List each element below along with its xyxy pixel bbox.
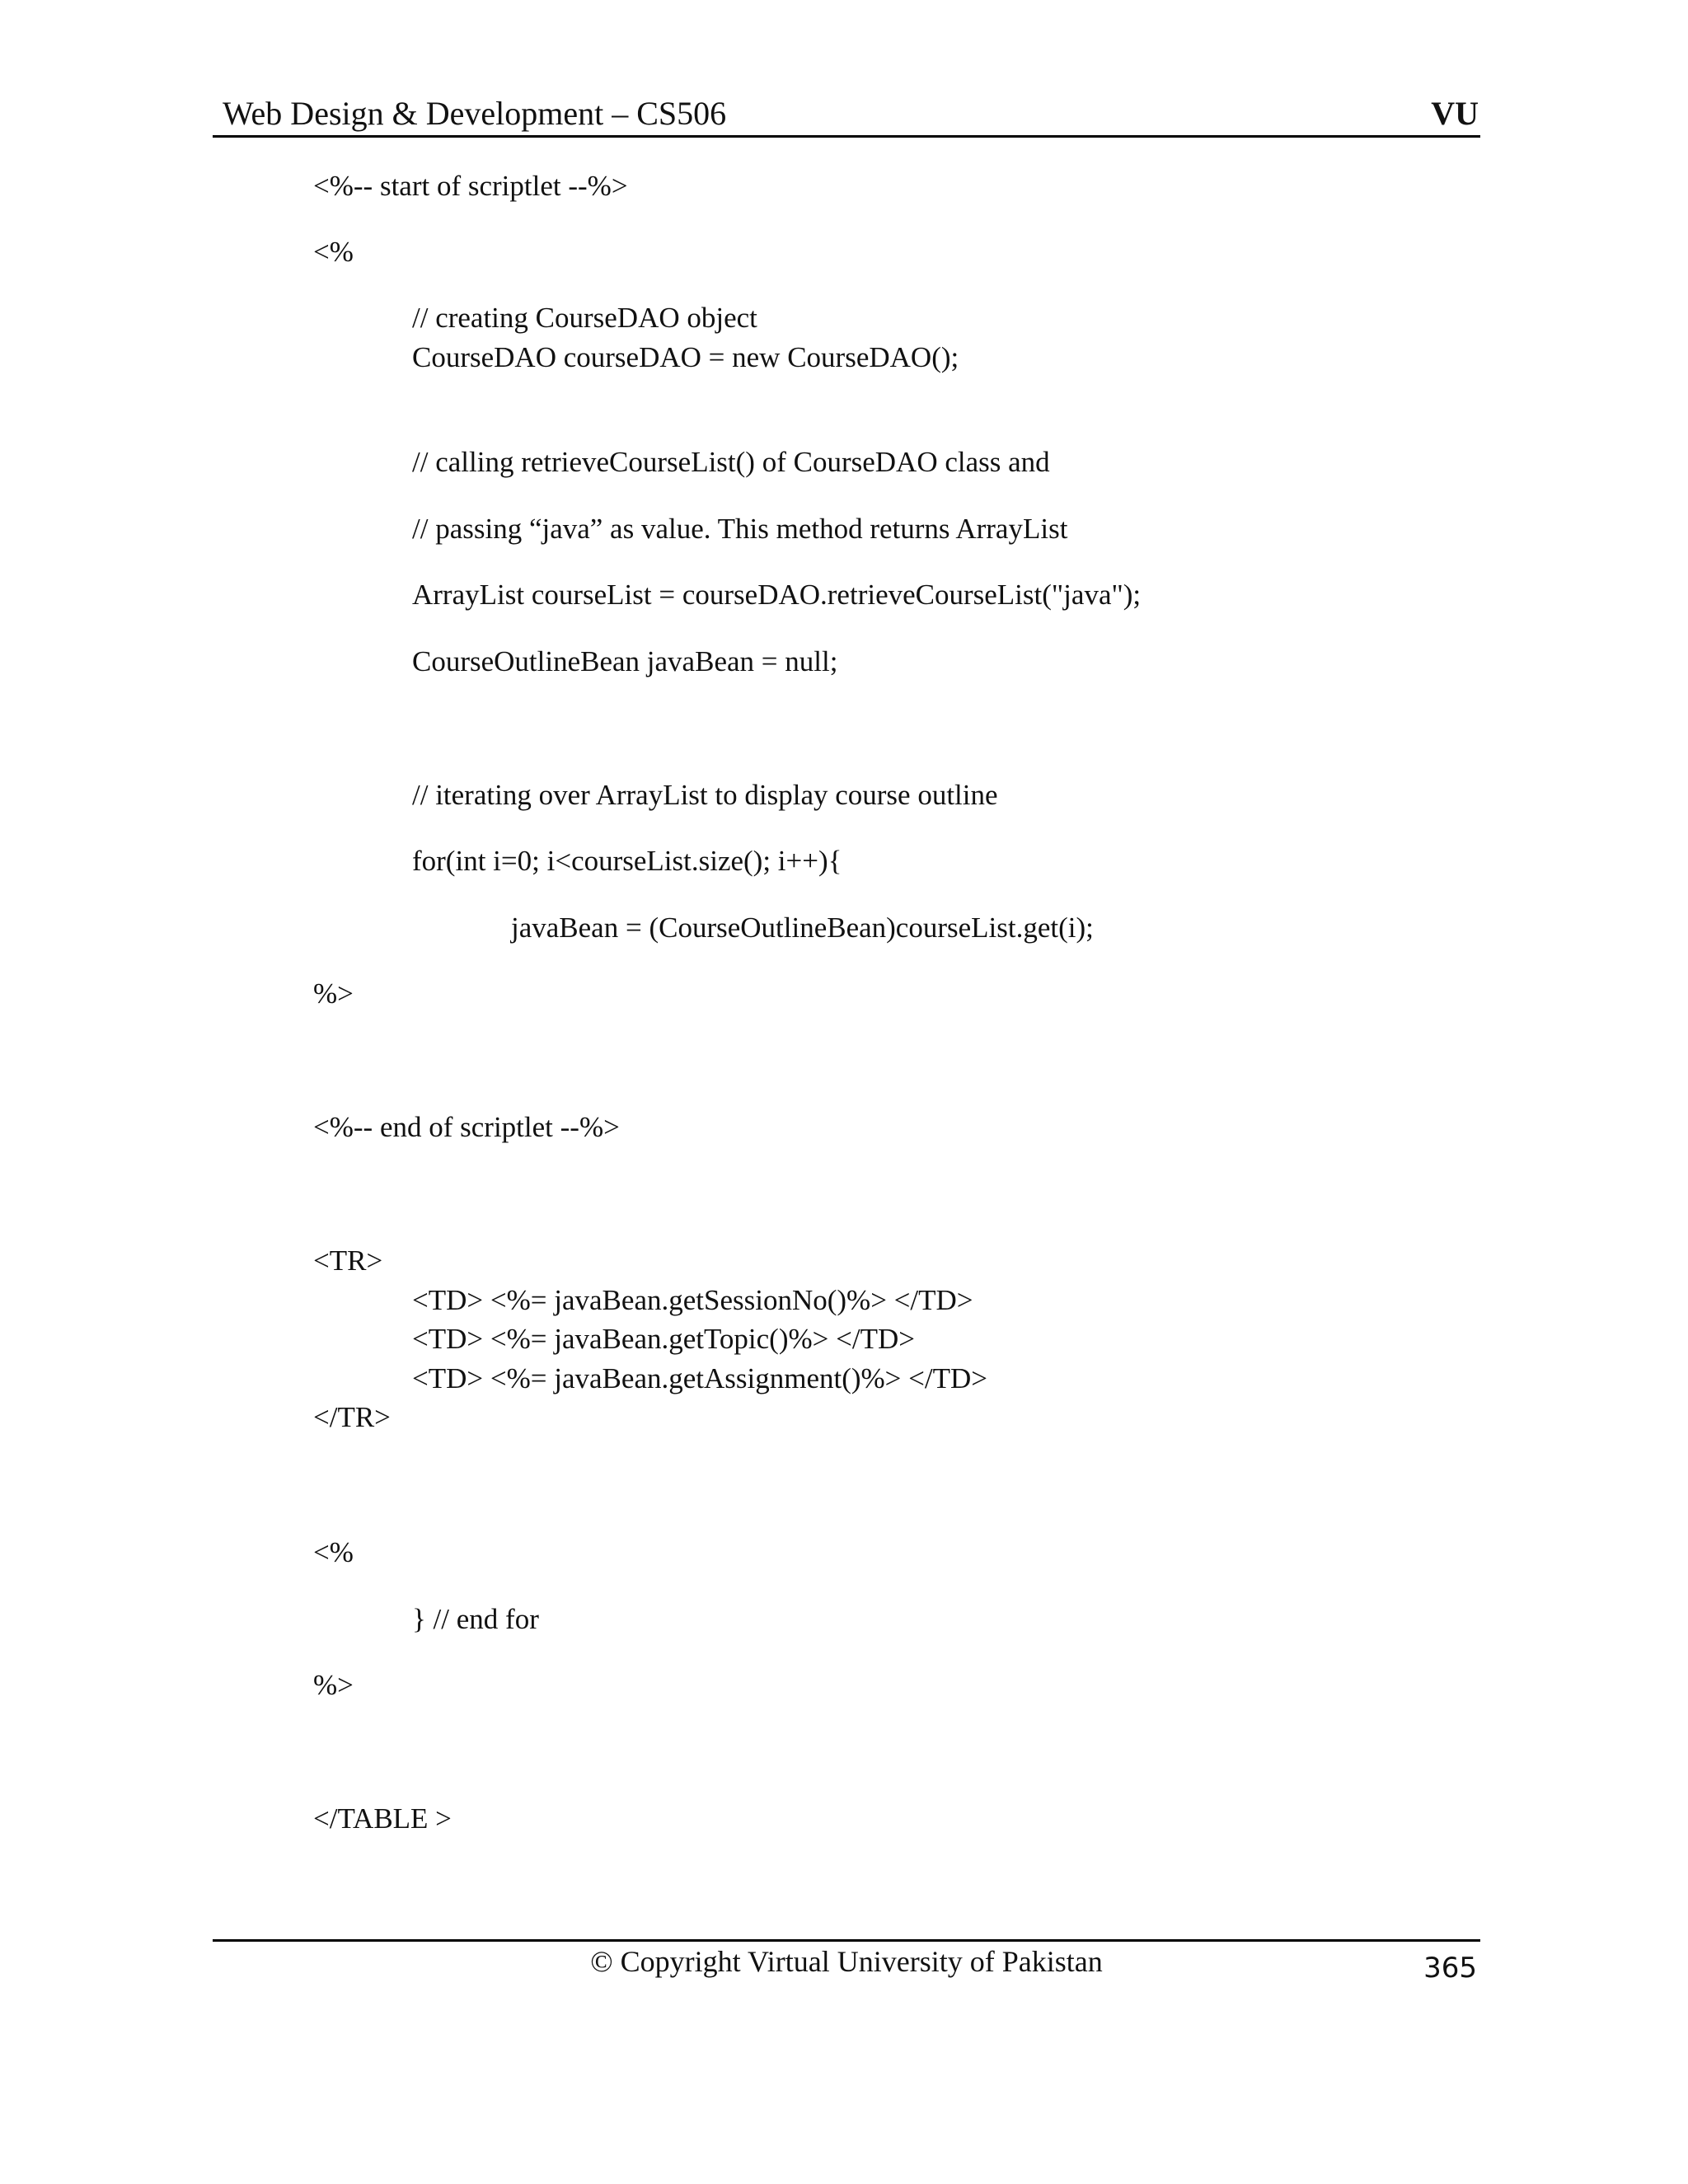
code-line: CourseOutlineBean javaBean = null; — [412, 645, 838, 677]
institution-logo: VU — [1431, 95, 1479, 132]
code-line: <TD> <%= javaBean.getSessionNo()%> </TD> — [412, 1284, 973, 1316]
code-line: for(int i=0; i<courseList.size(); i++){ — [412, 845, 842, 877]
code-line: // creating CourseDAO object — [412, 302, 757, 334]
copyright-notice: © Copyright Virtual University of Pakistan — [590, 1945, 1103, 1978]
code-line: // passing “java” as value. This method returns ArrayList — [412, 513, 1068, 545]
code-line: %> — [313, 1669, 354, 1701]
code-line: // iterating over ArrayList to display course outline — [412, 779, 998, 811]
code-line: // calling retrieveCourseList() of CourseDAO class and — [412, 446, 1050, 478]
code-line: } // end for — [412, 1603, 539, 1635]
code-line: <TD> <%= javaBean.getAssignment()%> </TD> — [412, 1362, 988, 1394]
code-line: javaBean = (CourseOutlineBean)courseList.get(i); — [511, 912, 1094, 944]
code-line: <%-- start of scriptlet --%> — [313, 170, 628, 202]
code-line: </TABLE > — [313, 1802, 452, 1835]
code-line: ArrayList courseList = courseDAO.retrieveCourseList("java"); — [412, 579, 1142, 611]
code-line: <% — [313, 236, 354, 268]
page-number: 365 — [1423, 1952, 1477, 1985]
code-line: <%-- end of scriptlet --%> — [313, 1111, 620, 1143]
code-line: <TD> <%= javaBean.getTopic()%> </TD> — [412, 1323, 915, 1355]
page-footer — [213, 1939, 1480, 1991]
code-line: <% — [313, 1536, 354, 1568]
code-line: %> — [313, 977, 354, 1010]
code-line: </TR> — [313, 1401, 391, 1433]
code-line: <TR> — [313, 1244, 383, 1277]
document-title: Web Design & Development – CS506 — [223, 95, 727, 132]
code-line: CourseDAO courseDAO = new CourseDAO(); — [412, 341, 959, 373]
